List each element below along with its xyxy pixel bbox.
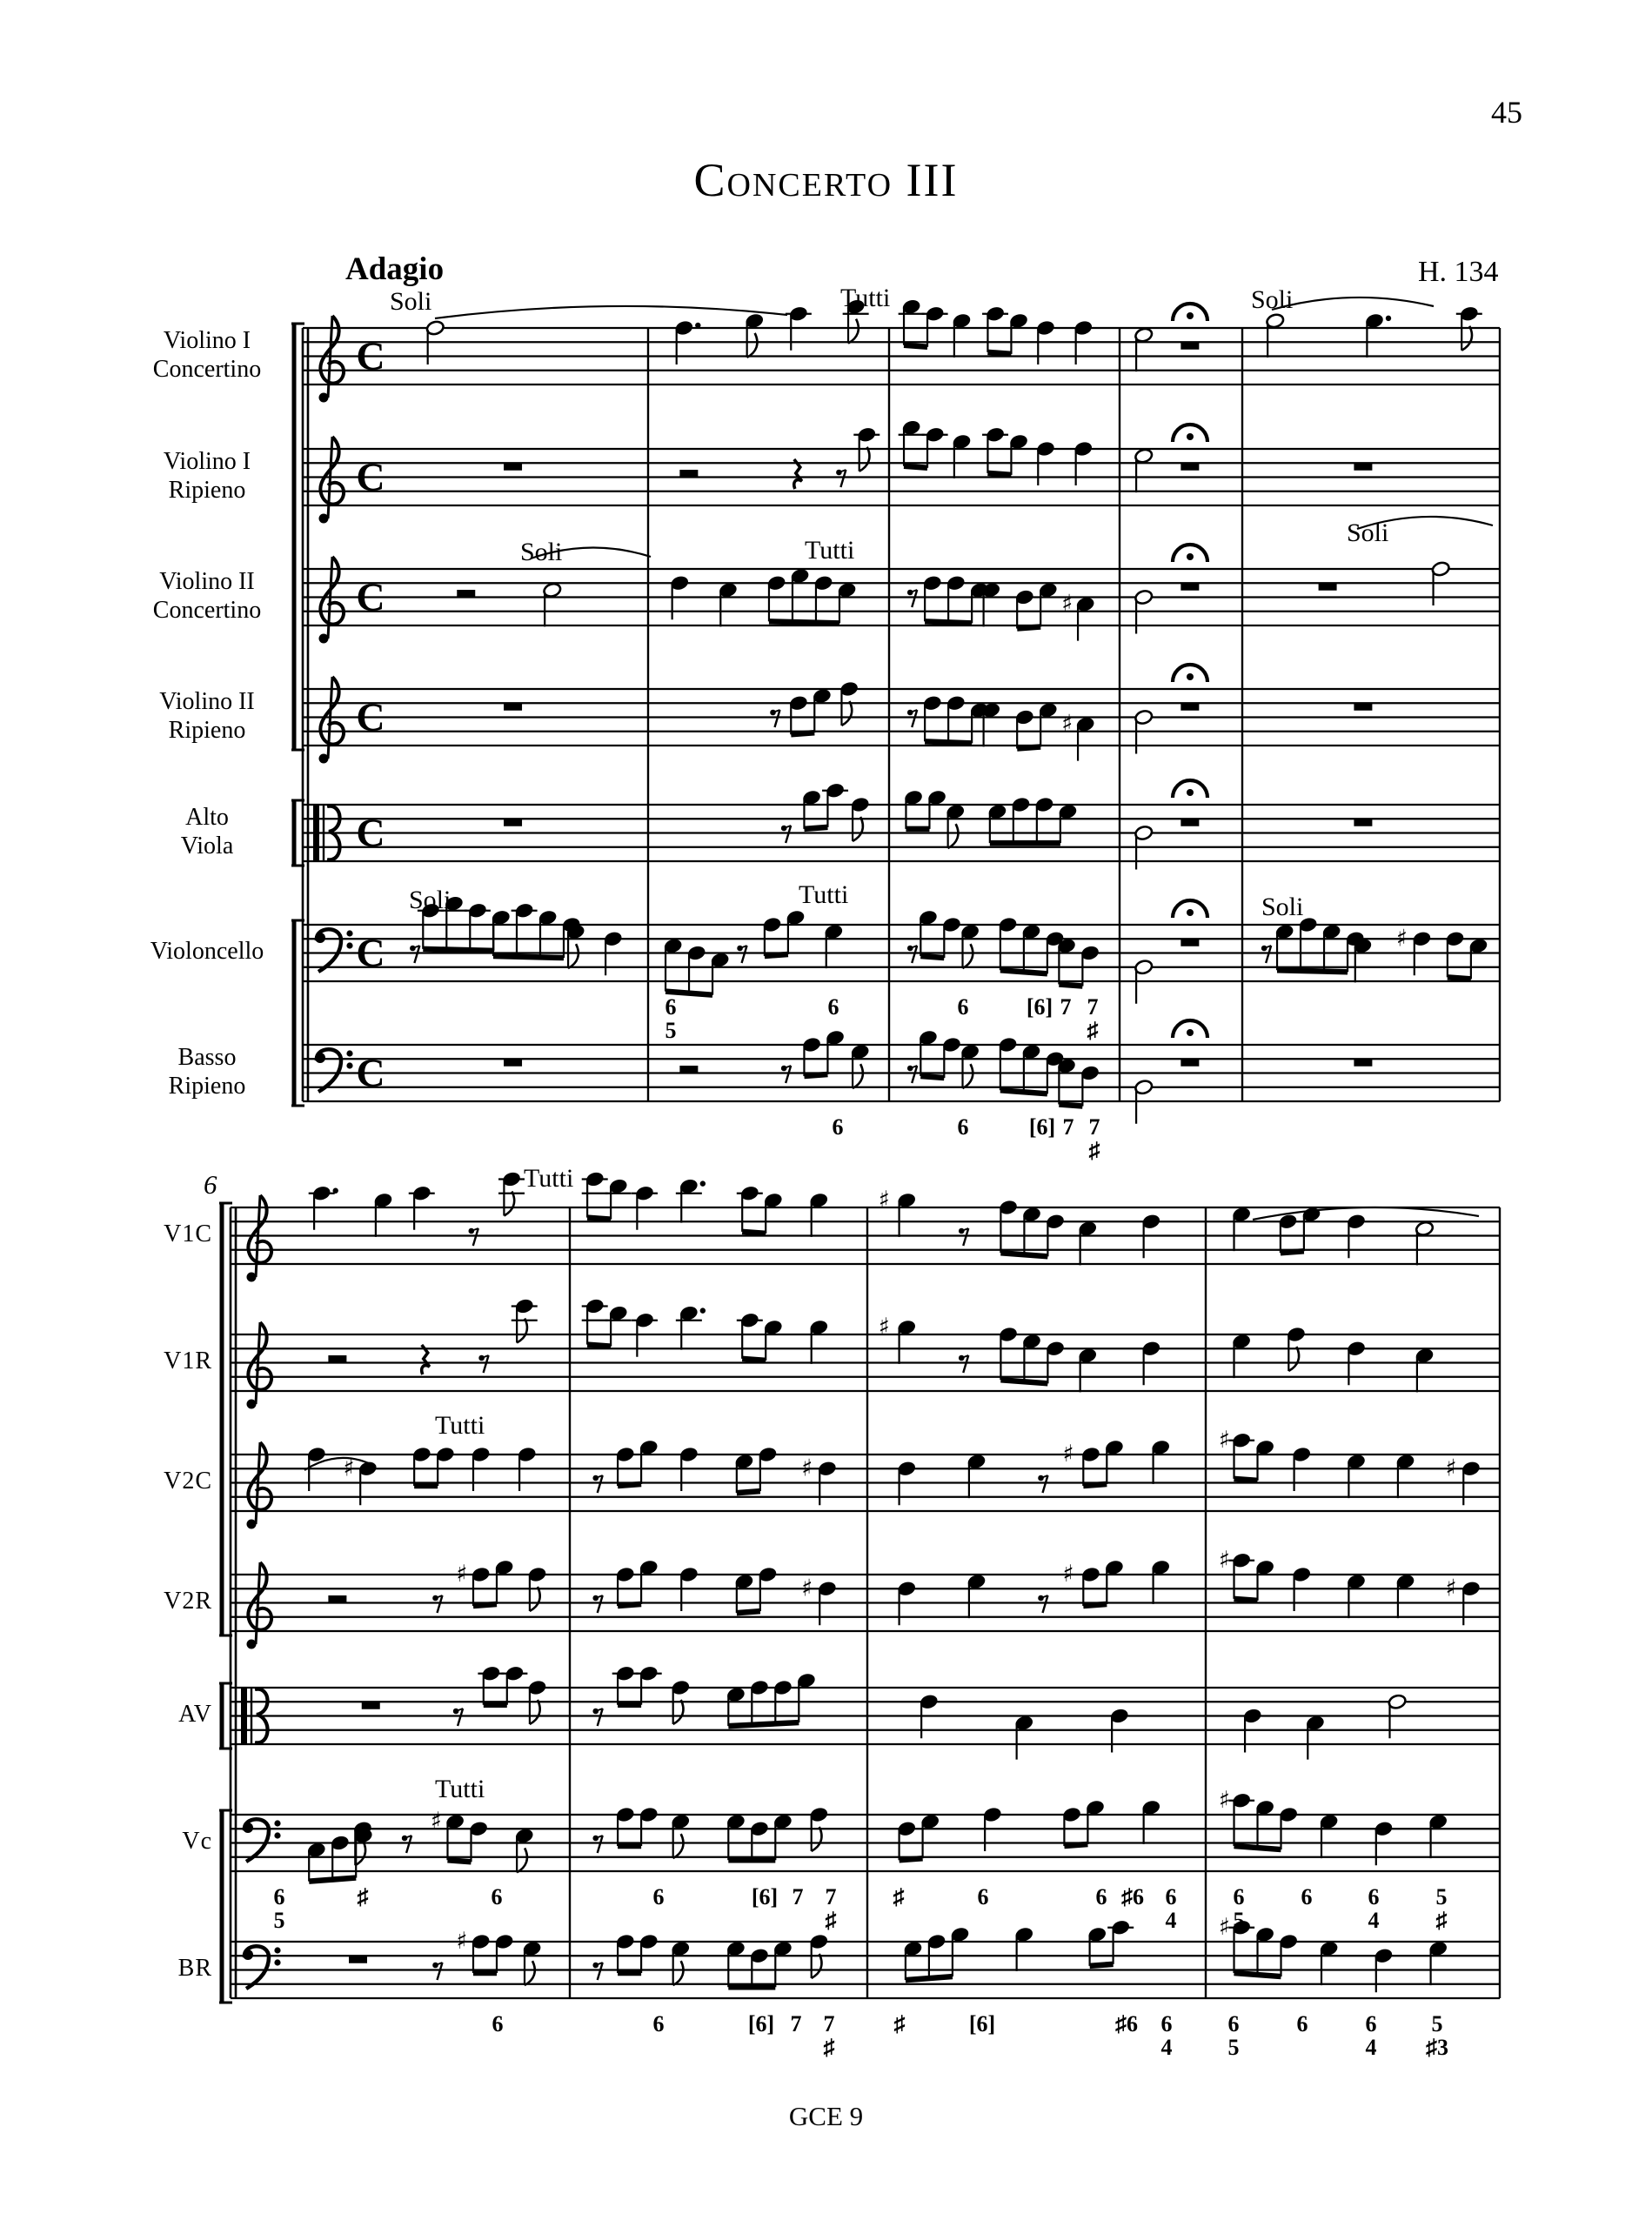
svg-text:♯: ♯ [1061, 710, 1073, 738]
staff-vc2 [231, 1815, 1500, 1871]
staff-label-line: Alto [185, 803, 229, 831]
figured-bass [1281, 1885, 1333, 1909]
staff-label-line: Ripieno [168, 1072, 246, 1100]
svg-text:C: C [356, 694, 385, 739]
staff-label-line: Basso [177, 1043, 237, 1071]
figure-row: ♯3 [1426, 2035, 1448, 2060]
svg-text:♯: ♯ [1218, 1426, 1230, 1454]
figure-row: 6 [1227, 2011, 1240, 2036]
staff-label-v2r [122, 687, 292, 745]
staff-label-vc [122, 937, 292, 966]
staff-label-br2 [129, 1954, 212, 1983]
figure-row: [6] [751, 1884, 779, 1909]
staff-v2r2 [231, 1575, 1500, 1631]
figure-row: 6 [977, 1884, 989, 1909]
staff-v2c [303, 569, 1500, 625]
figure-row: ♯ [825, 1908, 837, 1933]
staff-label-v2r2 [129, 1587, 212, 1615]
figure-row: 5 [1233, 1908, 1245, 1933]
slur [1272, 298, 1434, 310]
staff-label-v2c2 [129, 1467, 212, 1495]
figured-bass [632, 2012, 685, 2036]
catalog-number: H. 134 [1418, 256, 1499, 288]
staff-label-line: BR [177, 1955, 212, 1982]
marking-soli: Soli [390, 287, 432, 316]
staff-label-v1r [122, 447, 292, 505]
staff-label-line: V1R [164, 1348, 212, 1374]
staff-label-line: V1C [164, 1221, 212, 1247]
svg-text:♯: ♯ [1445, 1455, 1457, 1482]
marking-soli: Soli [1347, 518, 1389, 547]
marking-tutti: Tutti [524, 1164, 574, 1193]
footer-text: GCE 9 [788, 2101, 864, 2131]
figure-row: ♯ [823, 2035, 835, 2060]
figure-row: [6] [747, 2011, 775, 2036]
staff-label-v1r2 [129, 1347, 212, 1375]
marking-soli: Soli [409, 886, 451, 914]
figure-row: 6 [1365, 2011, 1377, 2036]
figure-row: [6] [1026, 994, 1053, 1020]
staff-label-vc2 [129, 1827, 212, 1856]
staff-label-line: Violino II [159, 567, 255, 595]
staff-br2 [231, 1942, 1500, 1998]
marking-tutti: Tutti [435, 1411, 485, 1440]
staff-label-line: Viola [180, 832, 234, 859]
figured-bass [645, 995, 697, 1042]
svg-text:♯: ♯ [878, 1186, 890, 1214]
figure-row: 5 [665, 1018, 677, 1043]
marking-tutti: Tutti [840, 284, 891, 312]
staff-label-v1c2 [129, 1220, 212, 1248]
figure-row: 5 [273, 1908, 285, 1933]
staff-label-line: Violino I [163, 447, 251, 475]
figured-bass [812, 1115, 864, 1139]
bass-clef-icon [315, 1049, 353, 1092]
svg-text:♯: ♯ [1218, 1786, 1230, 1814]
staff-v2r [303, 689, 1500, 746]
figure-row: 4 [1160, 2035, 1173, 2060]
marking-tutti: Tutti [805, 536, 855, 565]
figure-row: 6 [491, 1884, 503, 1909]
figured-bass [873, 2012, 926, 2036]
slur [435, 306, 787, 318]
staff-label-line: Violino II [159, 687, 255, 715]
marking-tutti: Tutti [799, 880, 849, 909]
staff-label-v2c [122, 567, 292, 625]
figured-bass [1348, 1885, 1400, 1932]
marking-soli: Soli [520, 538, 563, 566]
figure-row: 7 [792, 1884, 804, 1909]
staff-label-av [122, 803, 292, 860]
staff-v1c [303, 328, 1500, 385]
figured-bass [471, 1885, 523, 1909]
marking-tutti: Tutti [435, 1775, 485, 1803]
figure-row: 6 [957, 994, 969, 1020]
svg-text:♯: ♯ [801, 1575, 813, 1602]
svg-text:♯: ♯ [878, 1313, 890, 1341]
figure-row: 7 [823, 2011, 835, 2036]
figure-row: ♯ [1435, 1908, 1448, 1933]
figure-row: ♯ [1088, 1138, 1100, 1163]
figured-bass [632, 1885, 685, 1909]
svg-text:♯: ♯ [1218, 1546, 1230, 1574]
figured-bass [957, 1885, 1009, 1909]
figure-row: 6 [1233, 1884, 1245, 1909]
figured-bass [1140, 2012, 1193, 2059]
bass-clef-icon [243, 1819, 281, 1862]
staff-label-br [122, 1043, 292, 1100]
staff-av [303, 805, 1500, 861]
figured-bass [805, 1885, 857, 1932]
svg-text:♯: ♯ [1062, 1561, 1074, 1588]
svg-text:♯: ♯ [430, 1808, 442, 1836]
staff-v1r2 [231, 1334, 1500, 1391]
figure-row: 6 [957, 1114, 969, 1140]
svg-text:C: C [356, 333, 385, 378]
figure-row: 7 [1062, 1114, 1074, 1140]
figure-row: 7 [1060, 994, 1072, 1020]
svg-text:C: C [356, 454, 385, 499]
svg-text:C: C [356, 1050, 385, 1095]
page-number: 45 [1491, 95, 1522, 130]
staff-av2 [231, 1688, 1500, 1744]
figured-bass [807, 995, 859, 1019]
bass-clef-icon [315, 929, 353, 972]
staff-label-line: AV [178, 1701, 212, 1728]
svg-text:♯: ♯ [801, 1455, 813, 1482]
figured-bass [1345, 2012, 1397, 2059]
figured-bass [803, 2012, 855, 2059]
figured-bass [253, 1885, 305, 1932]
staff-label-line: Ripieno [168, 716, 246, 744]
figured-bass [337, 1885, 389, 1909]
staff-label-line: Violoncello [150, 938, 264, 965]
figure-row: 7 [790, 2011, 802, 2036]
figure-row: 4 [1365, 2035, 1377, 2060]
figured-bass [1067, 995, 1119, 1042]
svg-text:♯: ♯ [1445, 1575, 1457, 1602]
figure-row: [6] [1028, 1114, 1056, 1140]
staff-label-line: Ripieno [168, 476, 246, 504]
svg-text:C: C [356, 810, 385, 855]
figure-row: 6 [827, 994, 839, 1020]
staff-label-line: Vc [182, 1828, 212, 1855]
figured-bass [937, 995, 989, 1019]
svg-text:C: C [356, 930, 385, 975]
figured-bass [1213, 1885, 1265, 1932]
figure-row: 6 [1296, 2011, 1308, 2036]
measure-number: 6 [204, 1169, 217, 1200]
figure-row: 4 [1165, 1908, 1177, 1933]
marking-soli: Soli [1261, 893, 1304, 921]
figure-row: 6 [652, 1884, 665, 1909]
staff-label-line: V2C [164, 1468, 212, 1495]
figured-bass [937, 1115, 989, 1139]
svg-text:♯: ♯ [343, 1455, 355, 1482]
figure-row: 5 [1435, 1884, 1448, 1909]
figure-row: 5 [1431, 2011, 1443, 2036]
staff-v1r [303, 449, 1500, 505]
figured-bass [1415, 1885, 1468, 1932]
figure-row: 6 [1160, 2011, 1173, 2036]
figure-row: 6 [492, 2011, 504, 2036]
figure-row: 4 [1368, 1908, 1380, 1933]
svg-text:♯: ♯ [456, 1928, 468, 1955]
tempo-marking: Adagio [345, 251, 445, 287]
figure-row: 6 [652, 2011, 665, 2036]
staff-label-line: Concertino [152, 596, 262, 624]
figure-row: 6 [1368, 1884, 1380, 1909]
staff-label-line: Violino I [163, 326, 251, 354]
figure-row: 6 [1301, 1884, 1313, 1909]
figured-bass [1068, 1115, 1120, 1162]
staff-label-v1c [122, 326, 292, 384]
figure-row: ♯ [357, 1884, 369, 1909]
figure-row: 7 [1087, 994, 1099, 1020]
bass-clef-icon [243, 1946, 281, 1989]
svg-text:♯: ♯ [1218, 1913, 1230, 1941]
staff-v2c2 [231, 1455, 1500, 1511]
staff-label-av2 [129, 1700, 212, 1729]
staff-label-line: V2R [164, 1588, 212, 1615]
figured-bass [1145, 1885, 1197, 1932]
svg-text:♯: ♯ [1062, 1441, 1074, 1468]
svg-text:♯: ♯ [1395, 925, 1408, 953]
figure-row: 6 [665, 994, 677, 1020]
marking-soli: Soli [1251, 285, 1294, 314]
figure-row: 7 [825, 1884, 837, 1909]
page-title: Concerto III [693, 154, 959, 206]
staff-br [303, 1045, 1500, 1101]
figured-bass [1276, 2012, 1328, 2036]
figure-row: 6 [273, 1884, 285, 1909]
figure-row: 6 [1095, 1884, 1107, 1909]
figure-row: ♯ [1087, 1018, 1099, 1043]
figure-row: 7 [1088, 1114, 1100, 1140]
figure-row: 6 [832, 1114, 844, 1140]
svg-text:♯: ♯ [456, 1561, 468, 1588]
svg-text:♯: ♯ [1061, 590, 1073, 618]
figured-bass [1411, 2012, 1463, 2059]
figured-bass [956, 2012, 1008, 2036]
figure-row: [6] [968, 2011, 996, 2036]
figured-bass [1207, 2012, 1260, 2059]
figured-bass [873, 1885, 925, 1909]
figured-bass [472, 2012, 524, 2036]
figure-row: 6 [1165, 1884, 1177, 1909]
figure-row: ♯ [893, 1884, 905, 1909]
figure-row: ♯6 [1115, 2011, 1138, 2036]
figure-row: ♯6 [1121, 1884, 1144, 1909]
staff-label-line: Concertino [152, 355, 262, 383]
figure-row: ♯ [893, 2011, 906, 2036]
svg-text:C: C [356, 574, 385, 619]
figure-row: 5 [1227, 2035, 1240, 2060]
